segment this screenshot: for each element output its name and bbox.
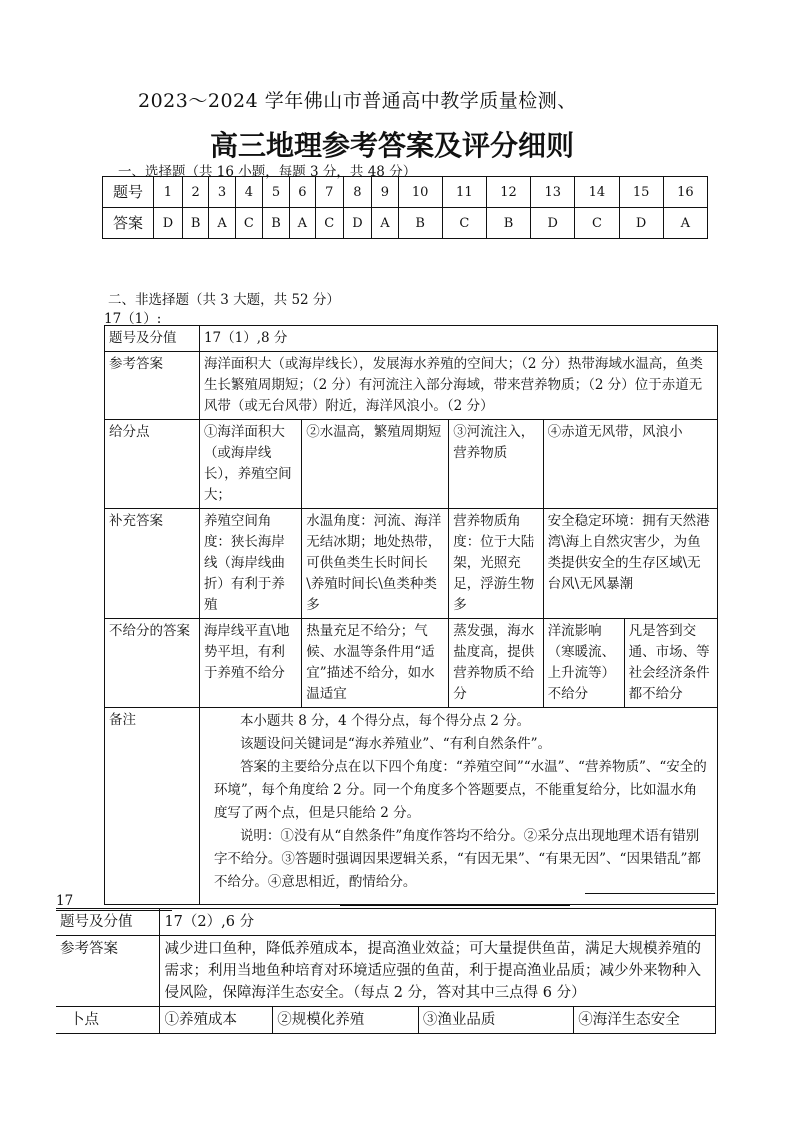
mcq-answer-table xyxy=(102,176,708,239)
nopoints-cell: 海岸线平直\地势平坦，有利于养殖不给分 xyxy=(199,619,301,708)
score-label: 题号及分值 xyxy=(105,326,200,352)
q-number: 16 xyxy=(663,177,707,208)
q-answer: D xyxy=(619,208,663,239)
q17-2-table xyxy=(56,908,716,1034)
q-number: 15 xyxy=(619,177,663,208)
supp-cell: 安全稳定环境：拥有天然港湾\海上自然灾害少，为鱼类提供安全的生存区域\无台风\无风暴潮 xyxy=(543,509,717,619)
table-row xyxy=(56,1007,716,1034)
nopoints-cell: 热量充足不给分；气候、水温等条件用“适宜”描述不给分，如水温适宜 xyxy=(302,619,449,708)
point-cell: ②水温高，繁殖周期短 xyxy=(302,420,449,509)
q17-2-label: 17 xyxy=(56,893,74,909)
q-answer: A xyxy=(372,208,398,239)
ref-answer-text: 减少进口鱼种，降低养殖成本，提高渔业效益；可大量提供鱼苗，满足大规模养殖的需求；利用当地鱼种培育对环境适应强的鱼苗，利于提高渔业品质；减少外来物种入侵风险，保障海洋生态安全。（每点 2 分，答对其中三点得 6 分） xyxy=(160,936,716,1007)
point-cell: ②规模化养殖 xyxy=(273,1007,419,1034)
table-row xyxy=(105,509,718,619)
ref-answer-label: 参考答案 xyxy=(105,352,200,420)
q-answer: A xyxy=(289,208,315,239)
point-cell: ①养殖成本 xyxy=(160,1007,273,1034)
q-number: 5 xyxy=(263,177,290,208)
q-number: 12 xyxy=(486,177,530,208)
point-cell: ④赤道无风带，风浪小 xyxy=(543,420,717,509)
q-number: 1 xyxy=(154,177,183,208)
point-cell: ①海洋面积大（或海岸线长），养殖空间大； xyxy=(199,420,301,509)
point-cell: ④海洋生态安全 xyxy=(574,1007,716,1034)
divider xyxy=(585,893,715,894)
note-line: 该题设问关键词是“海水养殖业”、“有利自然条件”。 xyxy=(239,736,552,752)
note-line: 说明：①没有从“自然条件”角度作答均不给分。②采分点出现地理术语有错别字不给分。③答题时强调因果逻辑关系，“有因无果”、“有果无因”、“因果错乱”都不给分。④意思相近，酌情给分。 xyxy=(213,828,701,890)
q-answer: A xyxy=(209,208,235,239)
table-row xyxy=(105,352,718,420)
points-label: 给分点 xyxy=(105,420,200,509)
supp-cell: 营养物质角度：位于大陆架，光照充足，浮游生物多 xyxy=(449,509,543,619)
q-number: 10 xyxy=(398,177,442,208)
table-row xyxy=(56,936,716,1007)
q-number: 8 xyxy=(343,177,372,208)
q-answer: D xyxy=(531,208,575,239)
q-answer: B xyxy=(263,208,290,239)
ref-answer-label: 参考答案 xyxy=(56,936,160,1007)
page-title: 2023～2024 学年佛山市普通高中教学质量检测、 xyxy=(138,90,577,112)
answer-row-label: 答案 xyxy=(103,208,154,239)
divider xyxy=(340,905,570,906)
note-body xyxy=(199,708,717,905)
score-value: 17（2）,6 分 xyxy=(160,909,716,936)
nopoints-cell xyxy=(543,619,717,708)
table-row xyxy=(103,177,708,208)
q-answer: D xyxy=(343,208,372,239)
number-row-label: 题号 xyxy=(103,177,154,208)
q-number: 11 xyxy=(442,177,486,208)
table-row xyxy=(103,208,708,239)
supp-label: 补充答案 xyxy=(105,509,200,619)
nopoints-subcell: 洋流影响（寒暖流、上升流等）不给分 xyxy=(544,619,625,707)
supp-cell: 水温角度：河流、海洋无结冰期；地处热带，可供鱼类生长时间长\养殖时间长\鱼类种类多 xyxy=(302,509,449,619)
table-row xyxy=(105,619,718,708)
q-number: 2 xyxy=(182,177,209,208)
page-subtitle: 高三地理参考答案及评分细则 xyxy=(210,129,575,162)
table-row xyxy=(105,708,718,905)
q-answer: C xyxy=(442,208,486,239)
q-number: 13 xyxy=(531,177,575,208)
note-label: 备注 xyxy=(105,708,200,905)
q-answer: B xyxy=(182,208,209,239)
section2-heading: 二、非选择题（共 3 大题，共 52 分） xyxy=(108,292,340,308)
q-number: 4 xyxy=(235,177,263,208)
table-row xyxy=(105,326,718,352)
points-label: 卜点 xyxy=(56,1007,160,1034)
q-answer: D xyxy=(154,208,183,239)
section1-heading: 一、选择题（共 16 小题，每题 3 分，共 48 分） xyxy=(118,164,417,180)
q-number: 7 xyxy=(315,177,343,208)
q-answer: B xyxy=(398,208,442,239)
score-label: 题号及分值 xyxy=(56,909,160,936)
score-value: 17（1）,8 分 xyxy=(199,326,717,352)
table-row xyxy=(105,420,718,509)
point-cell: ③渔业品质 xyxy=(418,1007,573,1034)
q17-1-table xyxy=(104,325,718,905)
q-answer: B xyxy=(486,208,530,239)
q-answer: C xyxy=(575,208,619,239)
ref-answer-text: 海洋面积大（或海岸线长），发展海水养殖的空间大；（2 分）热带海域水温高，鱼类生长繁殖周期短；（2 分）有河流注入部分海域，带来营养物质；（2 分）位于赤道无风带（或无台风带）附近，海洋风浪小。（2 分） xyxy=(199,352,717,420)
q-number: 14 xyxy=(575,177,619,208)
q-number: 6 xyxy=(289,177,315,208)
nopoints-label: 不给分的答案 xyxy=(105,619,200,708)
note-line: 本小题共 8 分，4 个得分点，每个得分点 2 分。 xyxy=(239,713,531,729)
table-row xyxy=(56,909,716,936)
point-cell: ③河流注入，营养物质 xyxy=(449,420,543,509)
nopoints-cell: 蒸发强，海水盐度高，提供营养物质不给分 xyxy=(449,619,543,708)
note-line: 答案的主要给分点在以下四个角度：“养殖空间”“水温”、“营养物质”、“安全的环境”，每个角度给 2 分。同一个角度多个答题要点，不能重复给分，比如温水角度写了两个点，但是只能给 2 分。 xyxy=(213,759,707,821)
supp-cell: 养殖空间角度：狭长海岸线（海岸线曲折）有利于养殖 xyxy=(199,509,301,619)
q17-1-label: 17（1）: xyxy=(104,311,162,327)
nopoints-subcell: 凡是答到交通、市场、等社会经济条件都不给分 xyxy=(628,623,710,702)
q-answer: C xyxy=(235,208,263,239)
q-answer: A xyxy=(663,208,707,239)
q-answer: C xyxy=(315,208,343,239)
q-number: 9 xyxy=(372,177,398,208)
q-number: 3 xyxy=(209,177,235,208)
